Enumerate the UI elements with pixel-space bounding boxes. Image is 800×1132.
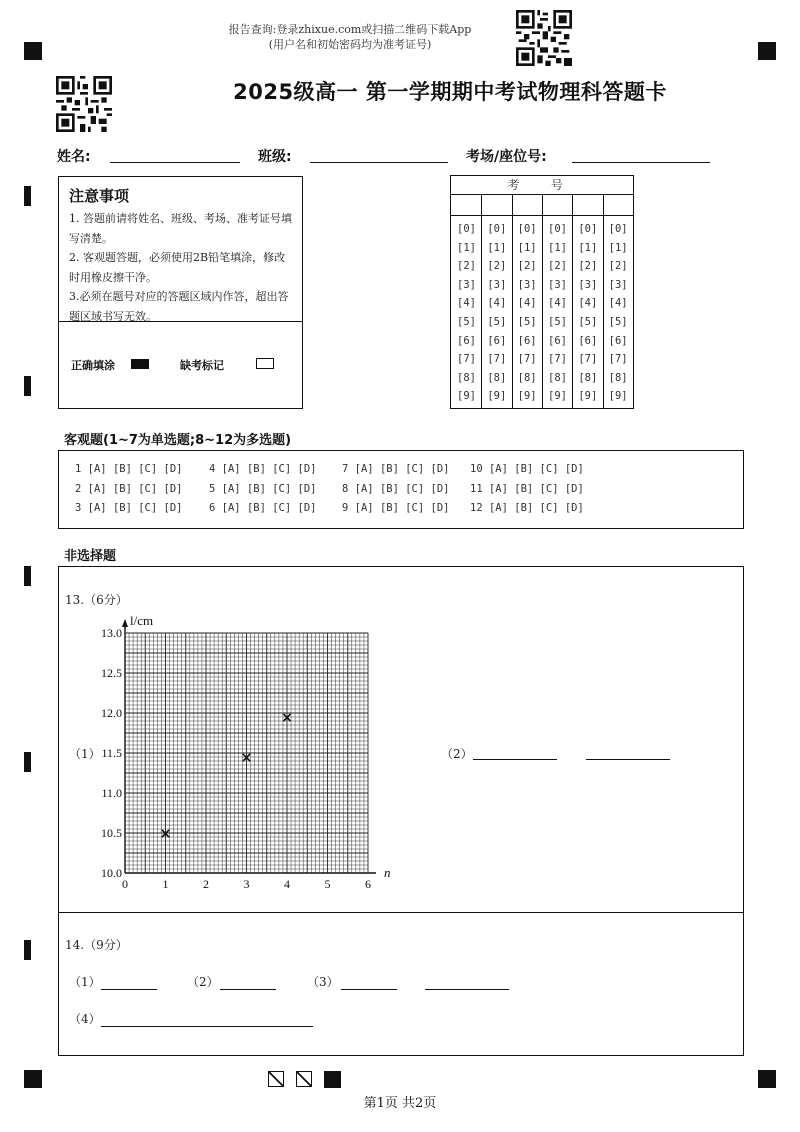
length-vs-n-graph[interactable]: [58, 610, 398, 900]
exam-digit-bubble[interactable]: [4]: [487, 297, 507, 310]
exam-digit-bubble[interactable]: [2]: [487, 260, 507, 273]
y-tick-label: 10.5: [101, 826, 122, 840]
exam-digit-bubble[interactable]: [0]: [548, 223, 567, 235]
q14-part1-label: （1）: [69, 975, 101, 989]
exam-digit-bubble[interactable]: [9]: [457, 390, 476, 403]
x-tick-label: 0: [122, 877, 128, 891]
question-number: 10: [470, 463, 483, 475]
timing-mark: [24, 376, 31, 396]
answer-options[interactable]: [A] [B] [C] [D]: [221, 482, 317, 495]
exam-digit-bubble[interactable]: [8]: [578, 371, 598, 384]
absent-mark-label: 缺考标记: [180, 359, 224, 372]
y-tick-label: 13.0: [101, 626, 122, 640]
x-tick-label: 6: [365, 877, 371, 891]
report-note: [200, 22, 500, 52]
objective-question-row[interactable]: [75, 502, 182, 514]
exam-digit-bubble[interactable]: [3]: [457, 278, 476, 291]
exam-digit-bubble[interactable]: [4]: [548, 297, 567, 310]
exam-digit-bubble[interactable]: [1]: [457, 241, 476, 254]
objective-question-row[interactable]: [470, 502, 584, 514]
q13-part2-answer-line-1[interactable]: [473, 759, 557, 760]
exam-digit-bubble[interactable]: [7]: [608, 353, 628, 366]
y-tick-label: 11.0: [101, 786, 122, 800]
x-tick-label: 3: [243, 877, 250, 891]
timing-mark: [24, 752, 31, 772]
answer-options[interactable]: [A] [B] [C] [D]: [354, 482, 450, 495]
page-mark-hatched: [268, 1071, 284, 1087]
exam-digit-bubble[interactable]: [3]: [487, 278, 507, 291]
question-number: 2: [75, 482, 82, 495]
y-axis-arrow: [122, 619, 128, 627]
timing-mark: [24, 566, 31, 586]
exam-digit-bubble[interactable]: [5]: [517, 316, 537, 328]
q14-part2-answer-line[interactable]: [220, 989, 276, 990]
exam-digit-bubble[interactable]: [1]: [548, 241, 567, 254]
q14-part4-answer-line[interactable]: [101, 1026, 313, 1027]
exam-digit-bubble[interactable]: [6]: [487, 334, 507, 347]
exam-digit-bubble[interactable]: [1]: [517, 241, 537, 254]
exam-digit-bubble[interactable]: [0]: [578, 223, 598, 235]
exam-digit-bubble[interactable]: [4]: [517, 297, 537, 310]
filled-example-label: 正确填涂: [71, 359, 115, 372]
y-tick-label: 12.0: [101, 706, 122, 720]
objective-question-row[interactable]: [470, 463, 584, 475]
alignment-mark-bottom-left: [24, 1070, 42, 1088]
question-divider: [59, 912, 743, 913]
exam-digit-bubble[interactable]: [2]: [578, 260, 598, 273]
q14-part3-answer-line-2[interactable]: [425, 989, 509, 990]
q13-part1-label: （1）: [69, 747, 101, 761]
objective-section-title: 客观题(1~7为单选题;8~12为多选题): [64, 433, 292, 448]
exam-number-header: 考 号: [451, 176, 633, 195]
exam-number-table: [450, 175, 634, 409]
exam-digit-bubble[interactable]: [6]: [578, 334, 598, 347]
report-note-line1: 报告查询:登录zhixue.com或扫描二维码下载App: [228, 23, 472, 36]
exam-digit-bubble[interactable]: [1]: [578, 241, 598, 254]
exam-digit-bubble[interactable]: [2]: [548, 260, 567, 273]
y-axis-label: l/cm: [130, 613, 154, 628]
alignment-mark-top-right: [758, 42, 776, 60]
exam-digit-bubble[interactable]: [0]: [517, 223, 537, 235]
question-number: 3: [75, 502, 82, 514]
exam-digit-bubble[interactable]: [5]: [578, 316, 598, 328]
objective-question-row[interactable]: [75, 463, 182, 475]
q14-part1-answer-line[interactable]: [101, 989, 157, 990]
timing-mark: [24, 940, 31, 960]
exam-digit-bubble[interactable]: [6]: [548, 334, 567, 347]
exam-digit-bubble[interactable]: [7]: [548, 353, 567, 366]
download-qr-code-icon: [516, 10, 572, 66]
exam-digit-bubble[interactable]: [9]: [608, 390, 628, 403]
exam-digit-bubble[interactable]: [3]: [517, 278, 537, 291]
subjective-section-title: 非选择题: [64, 549, 117, 564]
question-number: 6: [209, 502, 216, 514]
question-number: 9: [342, 502, 349, 514]
page-title: 2025级高一 第一学期期中考试物理科答题卡: [233, 80, 667, 104]
exam-digit-bubble[interactable]: [4]: [608, 297, 628, 310]
question-number: 5: [209, 482, 216, 495]
answer-options[interactable]: [A] [B] [C] [D]: [221, 463, 317, 475]
alignment-mark-top-left: [24, 42, 42, 60]
exam-digit-bubble[interactable]: [5]: [457, 316, 476, 328]
exam-digit-bubble[interactable]: [2]: [608, 260, 628, 273]
notice-divider: [59, 321, 302, 322]
q14-part3-label: （3）: [307, 975, 339, 989]
question-number: 12: [470, 502, 483, 514]
exam-digit-bubble[interactable]: [9]: [548, 390, 567, 403]
data-point-marker: ×: [281, 710, 293, 726]
question-number: 8: [342, 482, 349, 495]
objective-answer-box: [58, 450, 744, 529]
exam-number-column-divider: [572, 195, 573, 408]
objective-question-row[interactable]: [342, 483, 449, 495]
exam-number-column-divider: [481, 195, 482, 408]
answer-options[interactable]: [A] [B] [C] [D]: [488, 482, 584, 495]
q13-part2-label: （2）: [441, 747, 473, 761]
answer-options[interactable]: [A] [B] [C] [D]: [221, 502, 317, 514]
answer-options[interactable]: [A] [B] [C] [D]: [354, 463, 450, 475]
exam-digit-bubble[interactable]: [3]: [608, 278, 628, 291]
exam-digit-bubble[interactable]: [0]: [457, 223, 476, 235]
q14-part2-label: （2）: [187, 975, 219, 989]
exam-digit-bubble[interactable]: [6]: [608, 334, 628, 347]
absent-mark-box[interactable]: [256, 358, 274, 369]
exam-digit-bubble[interactable]: [7]: [487, 353, 507, 366]
notice-item: 1. 答题前请将姓名、班级、考场、准考证号填写清楚。: [69, 212, 292, 245]
objective-question-row[interactable]: [209, 463, 316, 475]
exam-digit-bubble[interactable]: [0]: [608, 223, 628, 235]
exam-digit-bubble[interactable]: [9]: [517, 390, 537, 403]
answer-options[interactable]: [A] [B] [C] [D]: [87, 463, 183, 475]
x-tick-label: 1: [162, 877, 169, 891]
page-mark-solid: [324, 1071, 341, 1088]
class-field[interactable]: [310, 161, 448, 163]
data-point-marker: ×: [159, 826, 172, 842]
answer-options[interactable]: [A] [B] [C] [D]: [87, 502, 183, 514]
report-note-line2: (用户名和初始密码均为准考证号): [268, 38, 432, 51]
question-number: 4: [209, 463, 216, 475]
exam-digit-bubble[interactable]: [4]: [457, 297, 476, 310]
exam-digit-bubble[interactable]: [8]: [457, 371, 476, 384]
exam-digit-bubble[interactable]: [8]: [487, 371, 507, 384]
exam-number-column-divider: [512, 195, 513, 408]
q14-label: 14.（9分）: [65, 938, 128, 952]
objective-question-row[interactable]: [342, 502, 449, 514]
objective-question-row[interactable]: [209, 483, 316, 495]
alignment-mark-bottom-right: [758, 1070, 776, 1088]
q14-part3-answer-line-1[interactable]: [341, 989, 397, 990]
exam-digit-bubble[interactable]: [0]: [487, 223, 507, 235]
exam-digit-bubble[interactable]: [7]: [457, 353, 476, 366]
exam-digit-bubble[interactable]: [8]: [548, 371, 567, 384]
question-number: 1: [75, 463, 82, 475]
exam-digit-bubble[interactable]: [1]: [487, 241, 507, 254]
data-point-marker: ×: [240, 750, 253, 766]
exam-digit-bubble[interactable]: [3]: [578, 278, 598, 291]
q13-label: 13.（6分）: [65, 593, 128, 607]
exam-digit-bubble[interactable]: [9]: [487, 390, 507, 403]
q14-part4-label: （4）: [69, 1012, 101, 1026]
x-tick-label: 2: [203, 877, 209, 891]
x-axis-label: n: [384, 865, 391, 880]
name-label: 姓名:: [57, 149, 91, 165]
timing-mark: [24, 186, 31, 206]
exam-digit-bubble[interactable]: [6]: [517, 334, 537, 347]
exam-digit-bubble[interactable]: [5]: [608, 316, 628, 328]
exam-digit-bubble[interactable]: [8]: [608, 371, 628, 384]
exam-digit-bubble[interactable]: [7]: [578, 353, 598, 366]
exam-digit-bubble[interactable]: [2]: [517, 260, 537, 273]
notice-box: [58, 176, 303, 409]
x-tick-label: 4: [284, 877, 290, 891]
exam-digit-bubble[interactable]: [7]: [517, 353, 537, 366]
exam-digit-bubble[interactable]: [6]: [457, 334, 476, 347]
filled-example-swatch: [131, 359, 149, 369]
room-seat-field[interactable]: [572, 161, 710, 163]
exam-digit-bubble[interactable]: [8]: [517, 371, 537, 384]
answer-options[interactable]: [A] [B] [C] [D]: [488, 463, 584, 475]
exam-digit-bubble[interactable]: [4]: [578, 297, 598, 310]
objective-question-row[interactable]: [470, 483, 584, 495]
exam-digit-bubble[interactable]: [9]: [578, 390, 598, 403]
y-tick-label: 11.5: [101, 746, 122, 760]
objective-question-row[interactable]: [209, 502, 316, 514]
exam-digit-bubble[interactable]: [5]: [548, 316, 567, 328]
q13-part2-answer-line-2[interactable]: [586, 759, 670, 760]
exam-digit-bubble[interactable]: [3]: [548, 278, 567, 291]
page-mark-hatched: [296, 1071, 312, 1087]
question-number: 11: [470, 482, 483, 495]
answer-options[interactable]: [A] [B] [C] [D]: [354, 502, 450, 514]
objective-question-row[interactable]: [75, 483, 182, 495]
room-seat-label: 考场/座位号:: [466, 149, 547, 165]
y-tick-label: 12.5: [101, 666, 122, 680]
exam-digit-bubble[interactable]: [2]: [457, 260, 476, 273]
notice-text: [69, 209, 294, 326]
student-qr-code-icon: [56, 76, 112, 132]
y-tick-label: 10.0: [101, 866, 122, 880]
answer-options[interactable]: [A] [B] [C] [D]: [87, 482, 183, 495]
x-tick-label: 5: [324, 877, 331, 891]
exam-number-column-divider: [542, 195, 543, 408]
notice-title: 注意事项: [69, 187, 130, 205]
exam-digit-bubble[interactable]: [5]: [487, 316, 507, 328]
exam-digit-bubble[interactable]: [1]: [608, 241, 628, 254]
notice-item: 3.必须在题号对应的答题区域内作答，超出答题区域书写无效。: [69, 290, 289, 323]
question-number: 7: [342, 463, 349, 475]
class-label: 班级:: [258, 149, 292, 165]
name-field[interactable]: [110, 161, 240, 163]
exam-number-column-divider: [603, 195, 604, 408]
objective-question-row[interactable]: [342, 463, 449, 475]
page-number: 第1页 共2页: [363, 1096, 437, 1111]
notice-item: 2. 客观题答题，必须使用2B铅笔填涂，修改时用橡皮擦干净。: [69, 251, 286, 284]
answer-options[interactable]: [A] [B] [C] [D]: [488, 502, 584, 514]
